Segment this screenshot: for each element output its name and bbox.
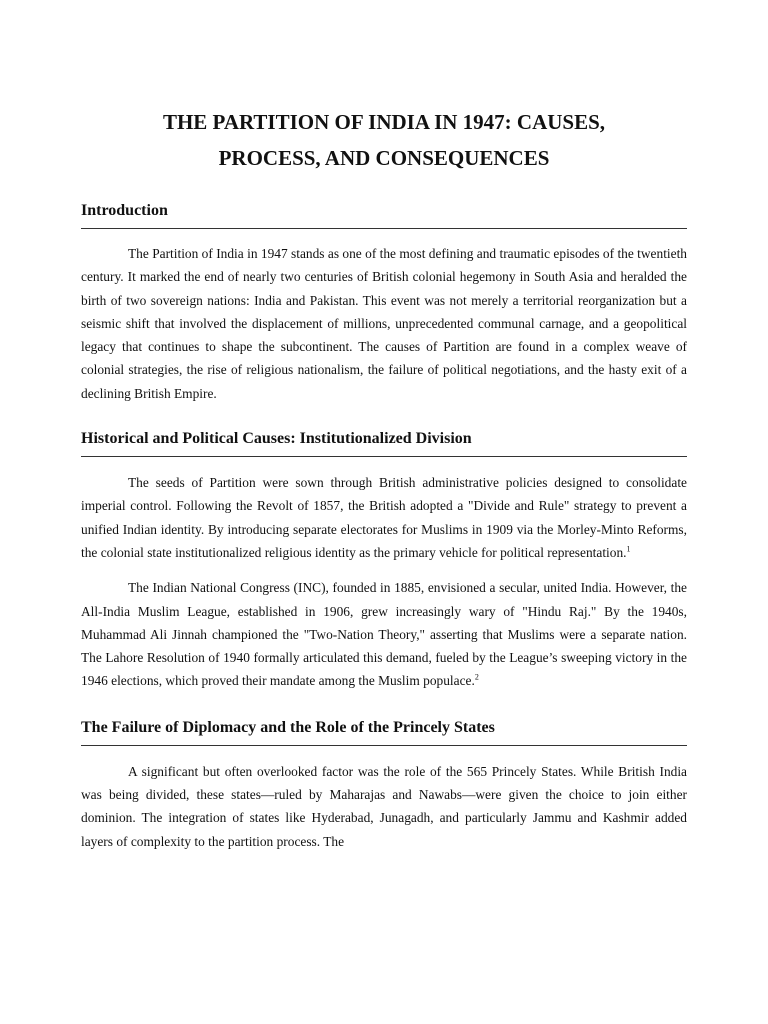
- section-historical-political-causes: [81, 428, 687, 693]
- section-failure-of-diplomacy: [81, 717, 687, 853]
- section-heading: The Failure of Diplomacy and the Role of the Princely States: [81, 717, 687, 746]
- document-title-line-2: PROCESS, AND CONSEQUENCES: [218, 146, 550, 170]
- paragraph-text: A significant but often overlooked factor was the role of the 565 Princely States. While British India was being divided, these states—ruled by Maharajas and Nawabs—were given the choice to join either dominion. The integration of states like Hyderabad, Junagadh, and particularly Jammu and Kashmir added layers of complexity to the partition process. The: [81, 763, 687, 849]
- paragraph: [81, 471, 687, 564]
- paragraph-text: The Partition of India in 1947 stands as one of the most defining and traumatic episodes of the twentieth century. It marked the end of nearly two centuries of British colonial hegemony in South Asia and heralded the birth of two sovereign nations: India and Pakistan. This event was not merely a territorial reorganization but a seismic shift that involved the displacement of millions, unprecedented communal carnage, and a geopolitical legacy that continues to shape the subcontinent. The causes of Partition are found in a complex weave of colonial strategies, the rise of religious nationalism, the failure of political negotiations, and the hasty exit of a declining British Empire.: [81, 246, 687, 401]
- footnote-marker[interactable]: 2: [474, 672, 479, 682]
- section-heading: Introduction: [81, 200, 687, 229]
- paragraph-text: The Indian National Congress (INC), founded in 1885, envisioned a secular, united India. However, the All-India Muslim League, established in 1906, grew increasingly wary of "Hindu Raj." By the 1940s, Muhammad Ali Jinnah championed the "Two-Nation Theory," asserting that Muslims were a separate nation. The Lahore Resolution of 1940 formally articulated this demand, fueled by the League’s sweeping victory in the 1946 elections, which proved their mandate among the Muslim populace.: [81, 580, 687, 689]
- paragraph: [81, 242, 687, 405]
- document-page: [81, 104, 687, 853]
- paragraph: [81, 760, 687, 853]
- footnote-marker[interactable]: 1: [626, 544, 631, 554]
- document-title: [81, 104, 687, 176]
- section-introduction: [81, 200, 687, 405]
- paragraph-text: The seeds of Partition were sown through British administrative policies designed to consolidate imperial control. Following the Revolt of 1857, the British adopted a "Divide and Rule" strategy to prevent a unified Indian identity. By introducing separate electorates for Muslims in 1909 via the Morley-Minto Reforms, the colonial state institutionalized religious identity as the primary vehicle for political representation.: [81, 475, 687, 560]
- document-title-line-1: THE PARTITION OF INDIA IN 1947: CAUSES,: [162, 110, 606, 134]
- paragraph: [81, 576, 687, 692]
- section-heading: Historical and Political Causes: Institutionalized Division: [81, 428, 687, 457]
